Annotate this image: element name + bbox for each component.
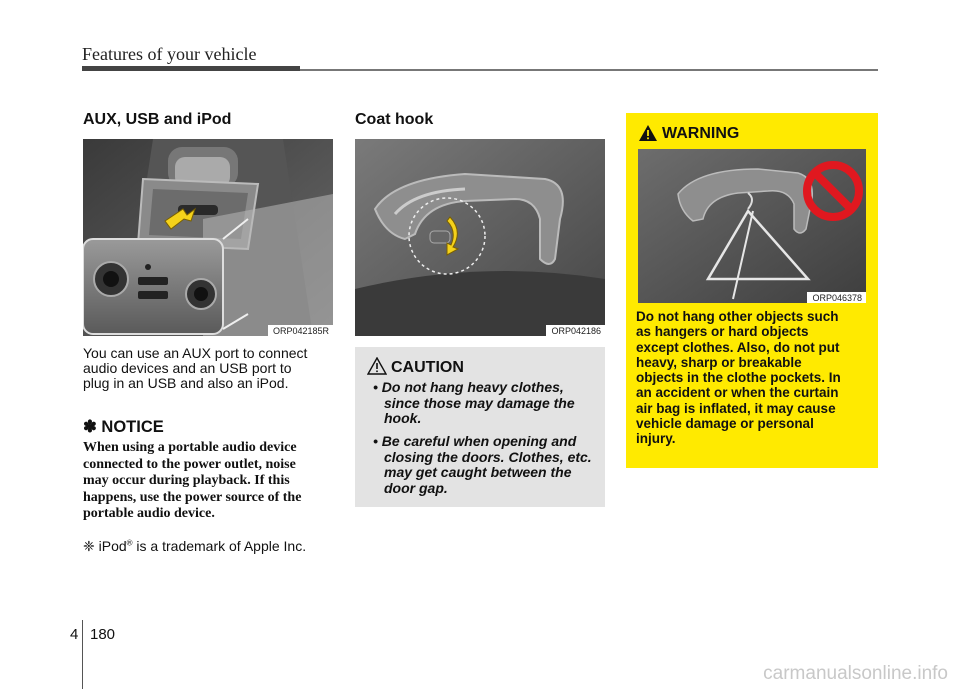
aux-description <box>83 346 335 391</box>
text-line: hook. <box>384 410 422 426</box>
text-line: • Do not hang heavy clothes, <box>373 379 564 395</box>
text-line: injury. <box>636 431 676 447</box>
text-line: When using a portable audio device <box>83 440 297 455</box>
caution-triangle-icon <box>367 357 387 375</box>
text-line: portable audio device. <box>83 506 215 521</box>
text-line: an accident or when the curtain <box>636 385 839 401</box>
console-illustration <box>83 139 333 336</box>
coat-hook-photo <box>355 139 605 336</box>
caution-box <box>355 347 605 507</box>
warning-title: WARNING <box>662 125 740 142</box>
header-rule-thick <box>82 66 300 71</box>
trademark-prefix: ❈ iPod <box>83 538 127 554</box>
trademark-suffix: is a trademark of Apple Inc. <box>132 538 307 554</box>
notice-body <box>83 440 335 523</box>
text-line: door gap. <box>384 479 448 496</box>
coat-hook-heading: Coat hook <box>355 111 434 128</box>
page-number: 180 <box>90 626 116 643</box>
footer-divider <box>82 620 83 689</box>
text-line: plug in an USB and also an iPod. <box>83 375 289 391</box>
header-rule-thin <box>300 69 878 71</box>
chapter-number: 4 <box>70 626 79 643</box>
text-line: vehicle damage or personal <box>636 416 814 432</box>
text-line: as hangers or hard objects <box>636 324 809 340</box>
text-line: You can use an AUX port to connect <box>83 345 308 361</box>
image-label: ORP046378 <box>807 292 866 303</box>
text-line: happens, use the power source of the <box>83 489 302 505</box>
image-label: ORP042186 <box>546 325 605 336</box>
notice-title: ✽ NOTICE <box>83 418 164 436</box>
text-line: heavy, sharp or breakable <box>636 354 802 370</box>
caution-item <box>373 434 601 496</box>
warning-box <box>626 113 878 468</box>
text-line: objects in the clothe pockets. In <box>636 370 841 386</box>
caution-item <box>373 380 601 427</box>
text-line: except clothes. Also, do not put <box>636 339 840 355</box>
watermark: carmanualsonline.info <box>763 663 948 684</box>
text-line: audio devices and an USB port to <box>83 360 292 376</box>
warning-text <box>636 309 868 447</box>
registered-mark: ® <box>126 538 133 548</box>
section-title: Features of your vehicle <box>82 44 257 64</box>
text-line: may get caught between the <box>384 464 572 480</box>
coat-hook-illustration <box>355 139 605 336</box>
text-line: Do not hang other objects such <box>636 309 839 324</box>
hanger-illustration <box>638 149 866 303</box>
text-line: closing the doors. Clothes, etc. <box>384 448 592 465</box>
warning-triangle-icon <box>638 124 658 142</box>
text-line: connected to the power outlet, noise <box>83 456 296 472</box>
text-line: since those may damage the <box>384 394 575 411</box>
warning-photo <box>638 149 866 303</box>
image-label: ORP042185R <box>268 325 333 336</box>
text-line: may occur during playback. If this <box>83 473 290 488</box>
trademark-note <box>83 538 306 555</box>
text-line: • Be careful when opening and <box>373 433 577 449</box>
text-line: air bag is inflated, it may cause <box>636 400 836 416</box>
aux-usb-photo <box>83 139 333 336</box>
aux-heading: AUX, USB and iPod <box>83 111 232 128</box>
caution-title: CAUTION <box>391 359 464 376</box>
